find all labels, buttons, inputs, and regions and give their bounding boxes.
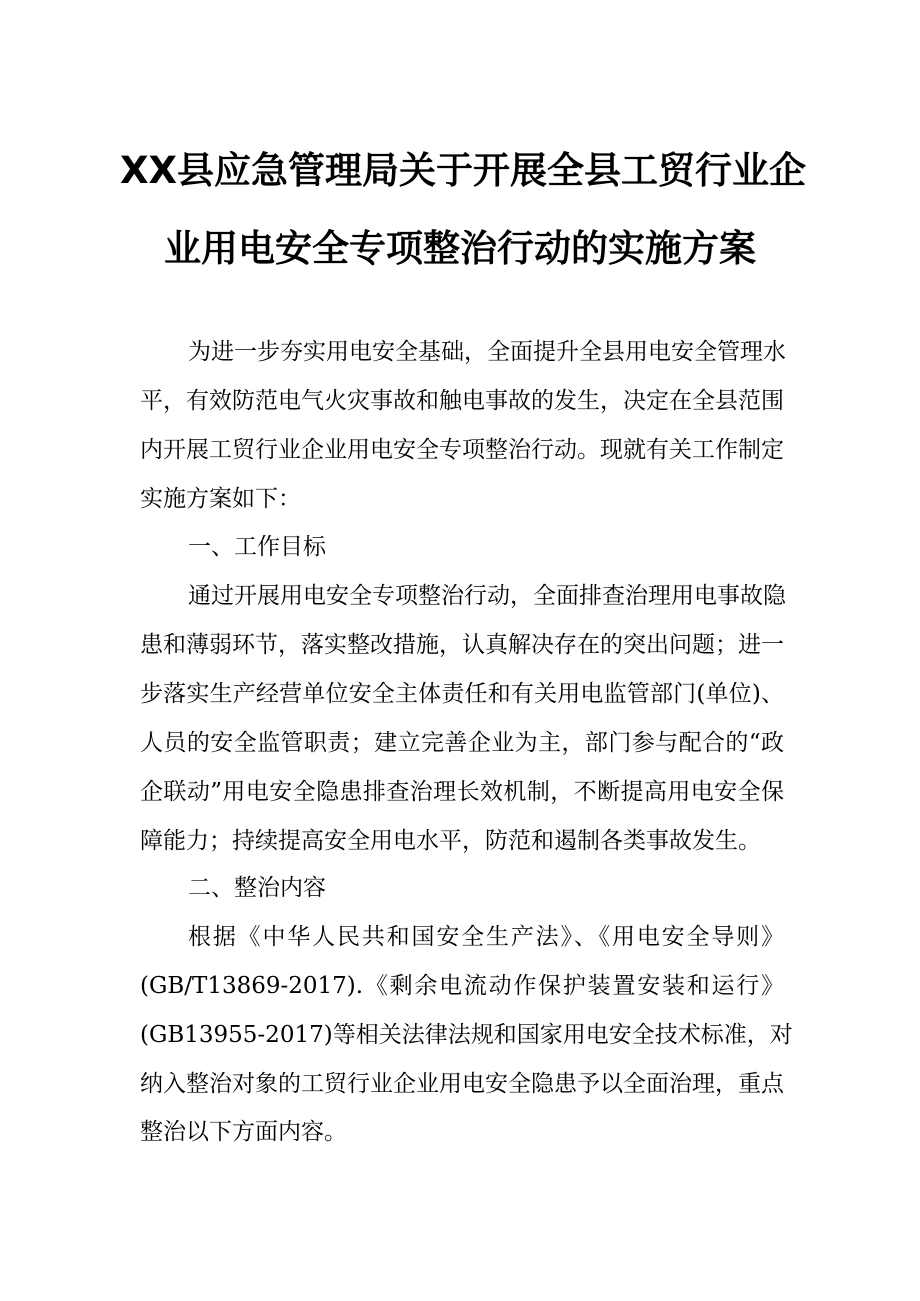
intro-line-4: 实施方案如下： <box>140 486 301 512</box>
section-2-line-5: 整治以下方面内容。 <box>140 1119 347 1145</box>
section-2-line-3: (GB13955-2017)等相关法律法规和国家用电安全技术标准，对 <box>140 1022 793 1048</box>
section-2-heading: 二、整治内容 <box>188 875 326 901</box>
section-1-line-6: 障能力；持续提高安全用电水平，防范和遏制各类事故发生。 <box>140 828 761 854</box>
section-1-heading: 一、工作目标 <box>188 534 326 560</box>
section-2-line-1: 根据《中华人民共和国安全生产法》、《用电安全导则》 <box>188 924 784 950</box>
section-1-line-4: 人员的安全监管职责；建立完善企业为主，部门参与配合的“政 <box>140 730 784 756</box>
section-2-line-4: 纳入整治对象的工贸行业企业用电安全隐患予以全面治理，重点 <box>140 1071 784 1097</box>
intro-line-1: 为进一步夯实用电安全基础，全面提升全县用电安全管理水 <box>188 339 786 365</box>
document-title-line-2: 业用电安全专项整治行动的实施方案 <box>164 227 756 270</box>
intro-line-3: 内开展工贸行业企业用电安全专项整治行动。现就有关工作制定 <box>140 437 784 463</box>
section-1-line-3: 步落实生产经营单位安全主体责任和有关用电监管部门(单位)、 <box>140 681 784 707</box>
document-title-line-1: XX县应急管理局关于开展全县工贸行业企 <box>120 149 807 192</box>
section-1-line-2: 患和薄弱环节，落实整改措施，认真解决存在的突出问题；进一 <box>140 632 784 658</box>
section-1-line-5: 企联动”用电安全隐患排查治理长效机制，不断提高用电安全保 <box>140 779 784 805</box>
section-1-line-1: 通过开展用电安全专项整治行动，全面排查治理用电事故隐 <box>188 583 786 609</box>
section-2-line-2: (GB/T13869-2017).《剩余电流动作保护装置安装和运行》 <box>140 973 784 999</box>
intro-line-2: 平，有效防范电气火灾事故和触电事故的发生，决定在全县范围 <box>140 388 784 414</box>
